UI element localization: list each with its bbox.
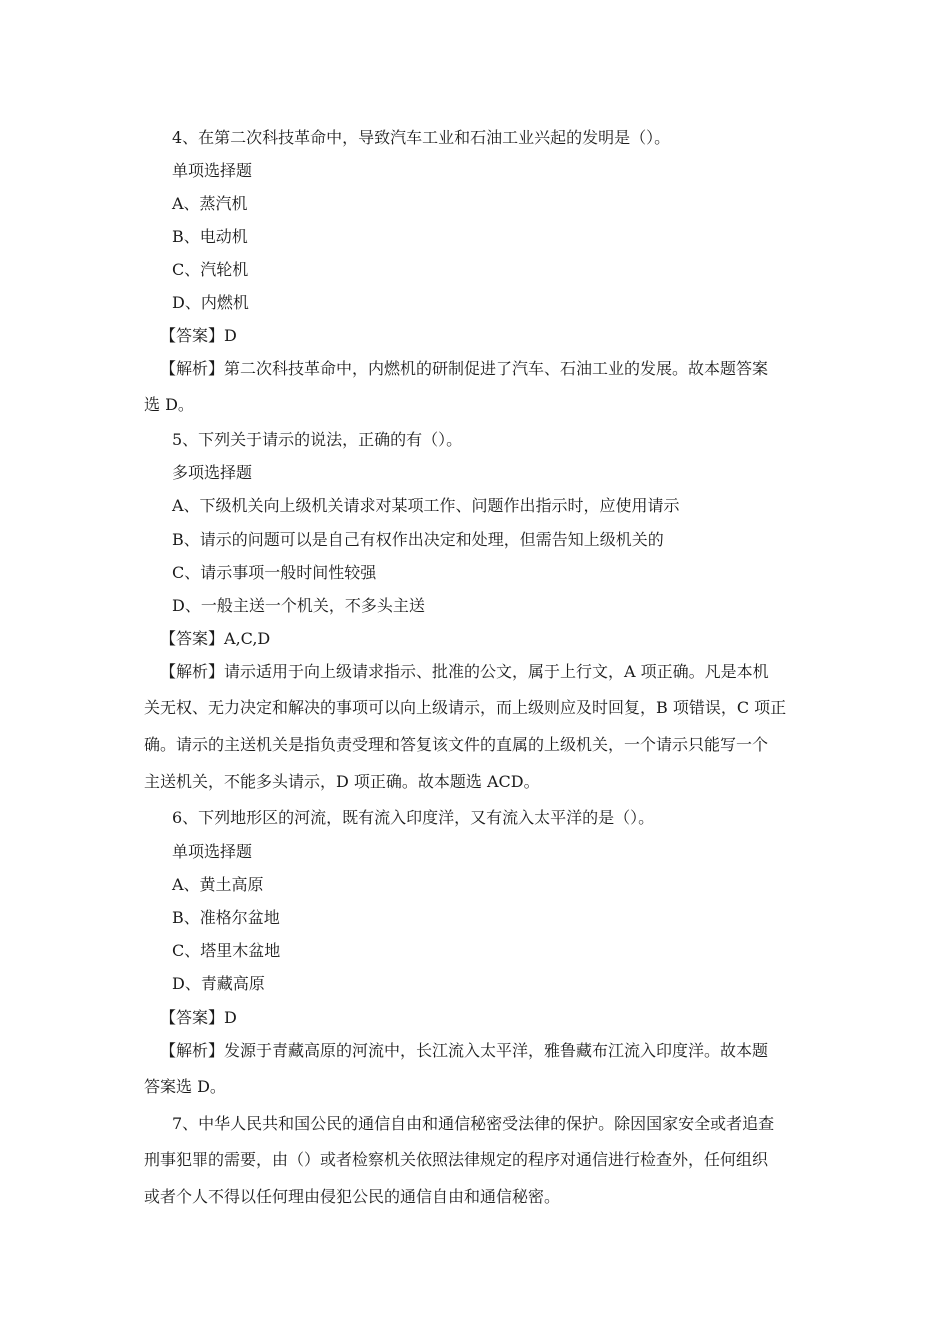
question-4-option-a: A、蒸汽机 (172, 194, 248, 213)
analysis-text: 请示适用于向上级请求指示、批准的公文，属于上行文，A 项正确。凡是本机 (224, 662, 769, 681)
question-6-type: 单项选择题 (172, 842, 253, 861)
question-7-stem-line-1: 7、中华人民共和国公民的通信自由和通信秘密受法律的保护。除因国家安全或者追查 (172, 1114, 775, 1133)
question-5-answer (160, 629, 270, 649)
question-6-option-a: A、黄土高原 (172, 875, 264, 894)
question-5-option-b: B、请示的问题可以是自己有权作出决定和处理，但需告知上级机关的 (172, 530, 664, 549)
answer-value: D (224, 326, 237, 345)
question-6-option-b: B、准格尔盆地 (172, 908, 280, 927)
question-5-type: 多项选择题 (172, 463, 253, 482)
question-6-answer (160, 1008, 237, 1028)
analysis-text: 发源于青藏高原的河流中，长江流入太平洋，雅鲁藏布江流入印度洋。故本题 (224, 1041, 769, 1060)
question-4-type: 单项选择题 (172, 161, 253, 180)
question-4-title: 4、在第二次科技革命中，导致汽车工业和石油工业兴起的发明是（）。 (172, 128, 671, 147)
analysis-text: 第二次科技革命中，内燃机的研制促进了汽车、石油工业的发展。故本题答案 (224, 359, 769, 378)
question-4-analysis-line-1 (160, 359, 768, 379)
question-5-title: 5、下列关于请示的说法，正确的有（）。 (172, 430, 463, 449)
question-6-title: 6、下列地形区的河流，既有流入印度洋，又有流入太平洋的是（）。 (172, 808, 655, 827)
answer-label: 【答案】 (160, 326, 225, 345)
answer-label: 【答案】 (160, 1008, 225, 1027)
answer-label: 【答案】 (160, 629, 225, 648)
question-6-option-c: C、塔里木盆地 (172, 941, 281, 960)
question-5-analysis-line-2: 关无权、无力决定和解决的事项可以向上级请示，而上级则应及时回复，B 项错误，C 项正 (144, 698, 787, 717)
question-4-option-b: B、电动机 (172, 227, 248, 246)
question-5-option-d: D、一般主送一个机关，不多头主送 (172, 596, 425, 615)
question-4-answer (160, 326, 237, 346)
question-6-analysis-line-2: 答案选 D。 (144, 1077, 226, 1096)
question-6-analysis-line-1 (160, 1041, 768, 1061)
question-5-analysis-line-3: 确。请示的主送机关是指负责受理和答复该文件的直属的上级机关，一个请示只能写一个 (144, 735, 769, 754)
question-5-option-c: C、请示事项一般时间性较强 (172, 563, 377, 582)
question-6-option-d: D、青藏高原 (172, 974, 265, 993)
question-5-analysis-line-1 (160, 662, 769, 682)
question-4-analysis-line-2: 选 D。 (144, 395, 194, 414)
question-4-option-d: D、内燃机 (172, 293, 249, 312)
question-5-analysis-line-4: 主送机关，不能多头请示，D 项正确。故本题选 ACD。 (144, 772, 540, 791)
answer-value: D (224, 1008, 237, 1027)
question-7-stem-line-3: 或者个人不得以任何理由侵犯公民的通信自由和通信秘密。 (144, 1187, 561, 1206)
analysis-label: 【解析】 (160, 662, 225, 681)
analysis-label: 【解析】 (160, 1041, 225, 1060)
question-7-stem-line-2: 刑事犯罪的需要，由（）或者检察机关依照法律规定的程序对通信进行检查外，任何组织 (144, 1150, 769, 1169)
question-5-option-a: A、下级机关向上级机关请求对某项工作、问题作出指示时，应使用请示 (172, 496, 680, 515)
analysis-label: 【解析】 (160, 359, 225, 378)
question-4-option-c: C、汽轮机 (172, 260, 249, 279)
answer-value: A,C,D (224, 629, 271, 648)
